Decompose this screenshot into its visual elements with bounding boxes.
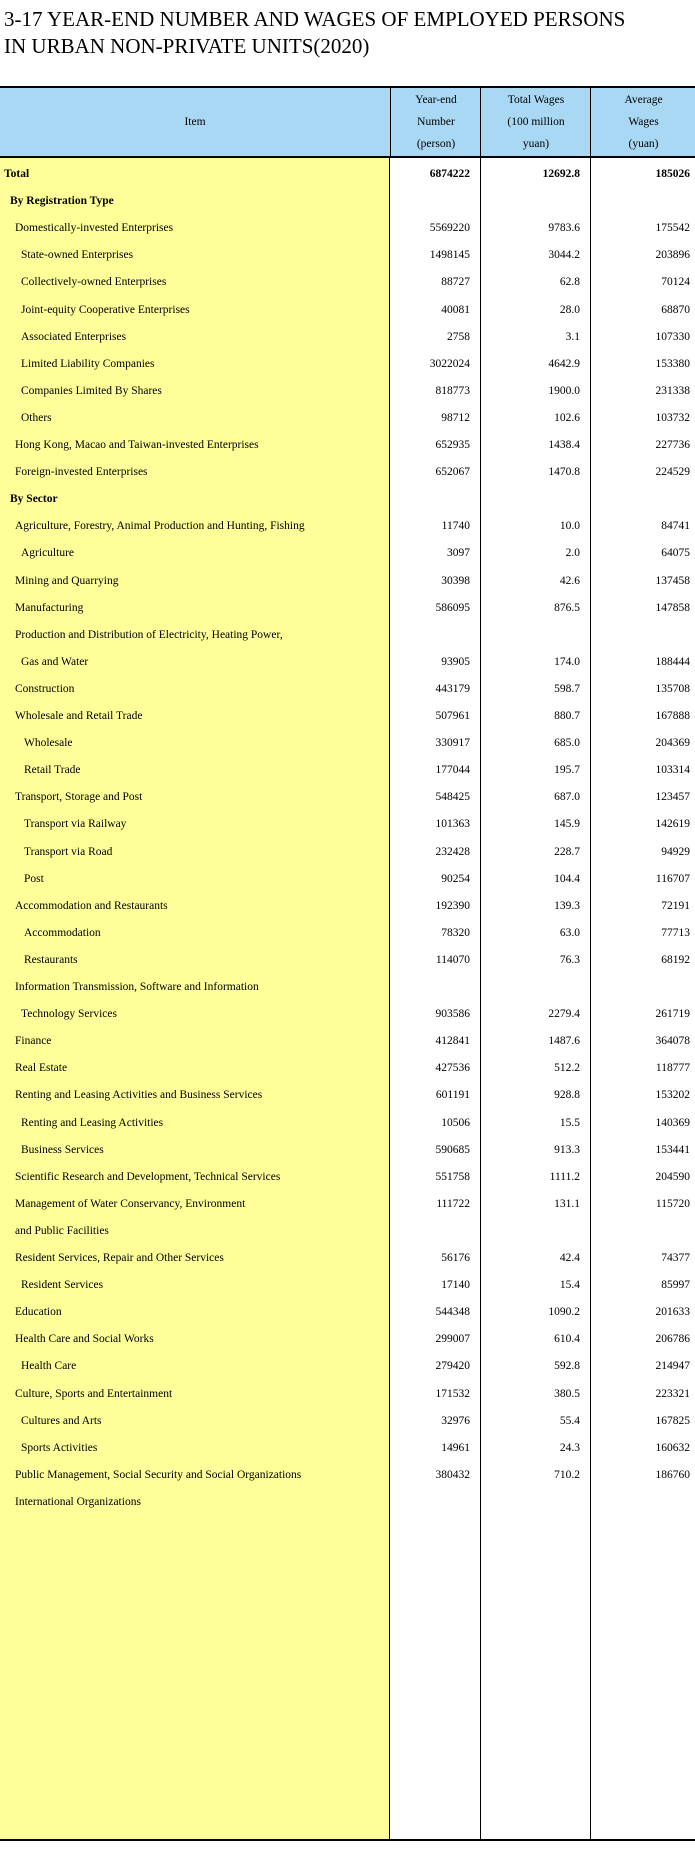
row-total-wages: 15.4 — [559, 1279, 580, 1292]
row-average-wages: 167825 — [655, 1414, 690, 1427]
row-total-wages: 10.0 — [559, 520, 580, 533]
row-average-wages: 206786 — [655, 1333, 690, 1346]
row-label: Transport via Railway — [24, 818, 127, 831]
row-total-wages: 380.5 — [554, 1387, 580, 1400]
row-number: 192390 — [435, 899, 470, 912]
row-average-wages: 74377 — [661, 1252, 690, 1264]
row-label: Real Estate — [15, 1062, 68, 1075]
row-label: Restaurants — [24, 953, 78, 966]
row-total-wages: 76.3 — [559, 953, 580, 966]
header-wages-line: yuan) — [522, 138, 550, 150]
row-label: Limited Liability Companies — [21, 357, 155, 370]
header-number-line: Number — [417, 116, 455, 128]
row-total-wages: 598.7 — [554, 682, 580, 695]
row-label: Production and Distribution of Electricity, Heating Power, — [15, 628, 283, 641]
row-total-wages: 104.4 — [554, 872, 580, 885]
row-average-wages: 103314 — [655, 764, 690, 777]
row-number: 544348 — [435, 1306, 470, 1319]
header-number-line: (person) — [416, 138, 456, 150]
row-average-wages: 68192 — [661, 953, 690, 966]
row-average-wages: 77713 — [661, 926, 690, 939]
table-bottom-rule — [0, 1839, 695, 1841]
row-total-wages: 9783.6 — [548, 222, 580, 235]
row-number: 330917 — [435, 737, 470, 750]
row-label: Technology Services — [21, 1008, 117, 1021]
row-total-wages: 687.0 — [554, 791, 580, 804]
header-average-line: Wages — [628, 116, 659, 128]
row-average-wages: 70124 — [661, 276, 690, 289]
row-label: By Sector — [10, 493, 58, 506]
row-total-wages: 195.7 — [554, 764, 580, 777]
row-total-wages: 42.6 — [559, 574, 580, 587]
row-total-wages: 710.2 — [554, 1468, 580, 1481]
row-total-wages: 880.7 — [554, 710, 580, 722]
row-label: Management of Water Conservancy, Environment — [15, 1197, 246, 1210]
row-average-wages: 68870 — [661, 303, 690, 316]
row-label: Finance — [15, 1035, 52, 1048]
row-total-wages: 131.1 — [554, 1197, 580, 1210]
row-label: Hong Kong, Macao and Taiwan-invested Enterprises — [15, 439, 259, 451]
table-header — [0, 88, 695, 158]
row-number: 111722 — [436, 1197, 470, 1210]
title-line-2: IN URBAN NON-PRIVATE UNITS(2020) — [4, 34, 370, 58]
row-total-wages: 512.2 — [554, 1062, 580, 1075]
row-average-wages: 214947 — [655, 1360, 690, 1373]
row-total-wages: 3.1 — [565, 330, 580, 343]
header-average-line: Average — [624, 94, 663, 106]
row-total-wages: 913.3 — [554, 1143, 580, 1156]
row-number: 98712 — [441, 411, 470, 424]
row-total-wages: 1487.6 — [548, 1035, 580, 1048]
row-total-wages: 928.8 — [554, 1089, 580, 1102]
row-number: 427536 — [435, 1062, 470, 1075]
row-label: Gas and Water — [21, 655, 89, 668]
row-number: 88727 — [441, 276, 470, 289]
header-average — [590, 88, 695, 156]
row-label: Health Care — [21, 1360, 77, 1373]
row-average-wages: 140369 — [655, 1116, 690, 1129]
row-label: Joint-equity Cooperative Enterprises — [21, 303, 190, 316]
row-label: Culture, Sports and Entertainment — [15, 1387, 173, 1400]
row-total-wages: 12692.8 — [542, 168, 580, 180]
row-total-wages: 2279.4 — [548, 1008, 580, 1021]
row-total-wages: 610.4 — [554, 1333, 580, 1346]
row-total-wages: 876.5 — [554, 601, 580, 614]
row-label: Transport, Storage and Post — [15, 791, 143, 804]
row-average-wages: 103732 — [655, 411, 690, 424]
row-label: Agriculture — [21, 547, 75, 560]
header-item-label: Item — [184, 116, 206, 128]
row-average-wages: 203896 — [655, 249, 690, 262]
row-average-wages: 231338 — [655, 384, 690, 397]
header-wages — [480, 88, 591, 156]
row-number: 11740 — [441, 520, 470, 533]
row-number: 590685 — [435, 1143, 470, 1156]
row-label: International Organizations — [15, 1495, 141, 1508]
row-number: 56176 — [441, 1252, 470, 1264]
row-label: Information Transmission, Software and Information — [15, 981, 259, 993]
row-number: 548425 — [435, 791, 470, 804]
row-average-wages: 185026 — [655, 168, 690, 180]
row-number: 551758 — [435, 1170, 470, 1183]
row-label: Others — [21, 411, 52, 424]
row-average-wages: 153441 — [655, 1143, 690, 1156]
title-line-1: 3-17 YEAR-END NUMBER AND WAGES OF EMPLOYED PERSONS — [4, 7, 626, 31]
row-total-wages: 228.7 — [554, 845, 580, 858]
row-total-wages: 102.6 — [554, 411, 580, 424]
row-number: 818773 — [435, 384, 470, 397]
row-number: 507961 — [435, 710, 470, 722]
row-average-wages: 175542 — [655, 222, 690, 235]
row-number: 17140 — [441, 1279, 470, 1292]
row-total-wages: 592.8 — [554, 1360, 580, 1373]
row-number: 3097 — [447, 547, 470, 560]
row-number: 101363 — [435, 818, 470, 831]
row-label: Retail Trade — [24, 764, 81, 777]
row-average-wages: 188444 — [655, 655, 690, 668]
row-label: Scientific Research and Development, Technical Services — [15, 1170, 281, 1183]
header-number — [390, 88, 481, 156]
row-label: Renting and Leasing Activities — [21, 1116, 164, 1129]
row-number: 78320 — [441, 926, 470, 939]
row-number: 114070 — [435, 953, 470, 966]
row-total-wages: 1090.2 — [548, 1306, 580, 1319]
header-wages-line: (100 million — [507, 116, 565, 128]
row-label: Total — [4, 168, 30, 180]
row-total-wages — [480, 1486, 580, 1518]
row-label: Domestically-invested Enterprises — [15, 222, 174, 235]
row-label: Transport via Road — [24, 845, 113, 858]
row-total-wages: 1470.8 — [548, 466, 580, 479]
row-number: 299007 — [435, 1333, 470, 1346]
row-label: Resident Services — [21, 1279, 104, 1292]
row-number: 171532 — [435, 1387, 470, 1400]
row-label: Public Management, Social Security and Social Organizations — [15, 1468, 302, 1481]
row-average-wages: 135708 — [655, 682, 690, 695]
table-row — [0, 1486, 695, 1518]
row-number — [390, 1486, 470, 1518]
row-number: 586095 — [435, 601, 470, 614]
row-number: 90254 — [441, 872, 470, 885]
row-total-wages: 55.4 — [559, 1414, 580, 1427]
row-label: Foreign-invested Enterprises — [15, 466, 148, 479]
row-average-wages — [590, 1486, 690, 1518]
row-label: Construction — [15, 682, 75, 695]
row-label: Associated Enterprises — [21, 330, 127, 343]
row-average-wages: 64075 — [661, 547, 690, 560]
row-label: Post — [24, 872, 44, 885]
row-average-wages: 186760 — [655, 1468, 690, 1481]
row-average-wages: 142619 — [655, 818, 690, 831]
row-label: Collectively-owned Enterprises — [21, 276, 167, 289]
row-label: and Public Facilities — [15, 1224, 109, 1237]
header-wages-line: Total Wages — [507, 94, 565, 106]
row-average-wages: 84741 — [661, 520, 690, 533]
row-label: Accommodation and Restaurants — [15, 899, 168, 912]
row-average-wages: 223321 — [655, 1387, 690, 1400]
row-number: 3022024 — [429, 357, 470, 370]
row-number: 30398 — [441, 574, 470, 587]
row-label: Agriculture, Forestry, Animal Production and Hunting, Fishing — [15, 520, 305, 533]
row-average-wages: 85997 — [661, 1279, 690, 1292]
row-number: 10506 — [441, 1116, 470, 1129]
row-average-wages: 94929 — [661, 845, 690, 858]
row-label: Accommodation — [24, 926, 101, 939]
row-label: State-owned Enterprises — [21, 249, 134, 262]
row-number: 279420 — [435, 1360, 470, 1373]
row-average-wages: 201633 — [655, 1306, 690, 1319]
row-average-wages: 116707 — [655, 872, 690, 885]
row-number: 177044 — [435, 764, 470, 777]
row-label: Cultures and Arts — [21, 1414, 102, 1427]
row-average-wages: 204590 — [655, 1170, 690, 1183]
row-total-wages: 174.0 — [554, 655, 580, 668]
row-total-wages: 3044.2 — [548, 249, 580, 262]
header-item — [0, 88, 390, 156]
row-average-wages: 261719 — [655, 1008, 690, 1021]
row-number: 32976 — [441, 1414, 470, 1427]
row-number: 5569220 — [429, 222, 470, 235]
row-total-wages: 28.0 — [559, 303, 580, 316]
header-number-line: Year-end — [415, 94, 457, 106]
row-total-wages: 139.3 — [554, 899, 580, 912]
row-average-wages: 227736 — [655, 439, 690, 451]
row-total-wages: 1438.4 — [548, 439, 580, 451]
row-total-wages: 145.9 — [554, 818, 580, 831]
row-number: 443179 — [435, 682, 470, 695]
row-average-wages: 147858 — [655, 601, 690, 614]
row-average-wages: 204369 — [655, 737, 690, 750]
row-label: Business Services — [21, 1143, 104, 1156]
row-number: 14961 — [441, 1441, 470, 1454]
row-average-wages: 72191 — [661, 899, 690, 912]
row-number: 652067 — [435, 466, 470, 479]
row-total-wages: 685.0 — [554, 737, 580, 750]
row-number: 903586 — [435, 1008, 470, 1021]
row-label: Health Care and Social Works — [15, 1333, 154, 1346]
row-average-wages: 115720 — [655, 1197, 690, 1210]
row-number: 93905 — [441, 655, 470, 668]
row-label: By Registration Type — [10, 195, 114, 208]
row-number: 6874222 — [429, 168, 470, 180]
row-number: 232428 — [435, 845, 470, 858]
row-total-wages: 1900.0 — [548, 384, 580, 397]
row-label: Renting and Leasing Activities and Business Services — [15, 1089, 263, 1102]
row-total-wages: 63.0 — [559, 926, 580, 939]
header-average-line: (yuan) — [628, 138, 659, 150]
row-average-wages: 364078 — [655, 1035, 690, 1048]
row-total-wages: 15.5 — [559, 1116, 580, 1129]
row-number: 601191 — [435, 1089, 470, 1102]
row-total-wages: 2.0 — [565, 547, 580, 560]
row-average-wages: 153202 — [655, 1089, 690, 1102]
table-title — [4, 6, 625, 60]
row-average-wages: 118777 — [655, 1062, 690, 1075]
row-label: Wholesale — [24, 737, 73, 750]
row-number: 652935 — [435, 439, 470, 451]
row-average-wages: 123457 — [655, 791, 690, 804]
row-total-wages: 1111.2 — [549, 1170, 580, 1183]
row-label: Companies Limited By Shares — [21, 384, 162, 397]
row-number: 40081 — [441, 303, 470, 316]
row-label: Sports Activities — [21, 1441, 98, 1454]
row-number: 2758 — [447, 330, 470, 343]
row-average-wages: 160632 — [655, 1441, 690, 1454]
row-label: Wholesale and Retail Trade — [15, 710, 143, 722]
row-number: 412841 — [435, 1035, 470, 1048]
row-average-wages: 224529 — [655, 466, 690, 479]
row-number: 1498145 — [429, 249, 470, 262]
row-total-wages: 42.4 — [559, 1252, 580, 1264]
row-label: Resident Services, Repair and Other Services — [15, 1252, 224, 1264]
row-average-wages: 107330 — [655, 330, 690, 343]
row-label: Manufacturing — [15, 601, 84, 614]
row-total-wages: 24.3 — [559, 1441, 580, 1454]
row-average-wages: 153380 — [655, 357, 690, 370]
row-label: Education — [15, 1306, 62, 1319]
row-total-wages: 4642.9 — [548, 357, 580, 370]
row-label: Mining and Quarrying — [15, 574, 119, 587]
row-total-wages: 62.8 — [559, 276, 580, 289]
row-average-wages: 137458 — [655, 574, 690, 587]
row-number: 380432 — [435, 1468, 470, 1481]
row-average-wages: 167888 — [655, 710, 690, 722]
